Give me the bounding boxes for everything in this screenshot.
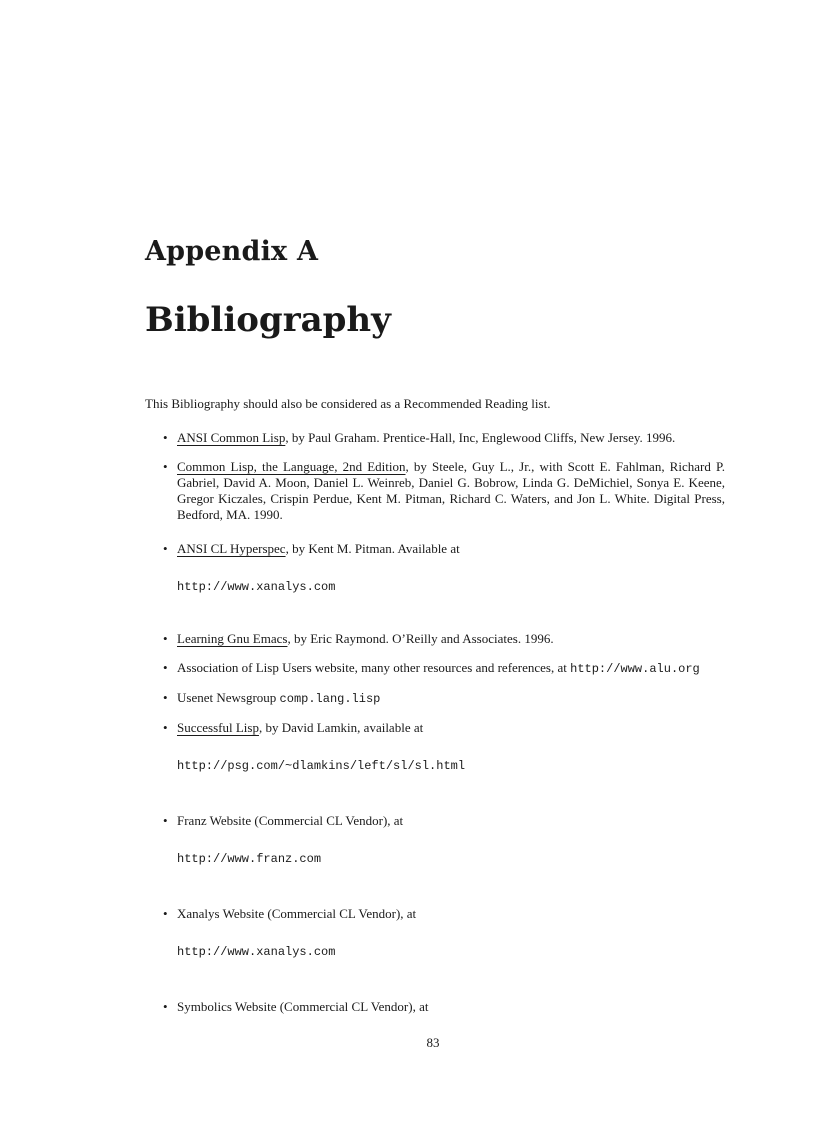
book-title: ANSI CL Hyperspec	[177, 541, 286, 556]
bib-entry	[177, 660, 725, 677]
bib-item-ansi-common-lisp	[145, 430, 725, 446]
newsgroup-name: comp.lang.lisp	[279, 692, 381, 706]
intro-paragraph: This Bibliography should also be considered as a Recommended Reading list.	[145, 396, 551, 411]
bib-entry: Franz Website (Commercial CL Vendor), at	[177, 813, 404, 828]
book-title: ANSI Common Lisp	[177, 430, 286, 445]
bullet-icon: •	[163, 813, 168, 828]
bib-entry: Xanalys Website (Commercial CL Vendor), at	[177, 906, 417, 921]
bullet-icon: •	[163, 690, 168, 705]
bib-details: , by Kent M. Pitman. Available at	[285, 541, 460, 556]
bib-entry: Symbolics Website (Commercial CL Vendor), at	[177, 999, 429, 1014]
url-inline: http://www.alu.org	[570, 662, 700, 676]
bullet-icon: •	[163, 541, 168, 556]
chapter-title: Bibliography	[145, 300, 391, 340]
page-number: 83	[426, 1035, 440, 1050]
bib-item-hyperspec	[145, 541, 725, 595]
bib-item-successful-lisp	[145, 720, 725, 774]
url-block: http://www.xanalys.com	[177, 580, 336, 594]
bullet-icon: •	[163, 720, 168, 735]
bib-details: , by Steele, Guy L., Jr., with Scott E. Fahlman, Richard P. Gabriel, David A. Moon, Daniel L. Weinreb, Daniel G. Bobrow, Linda G. DeMichiel, Sonya E. Keene, Gregor Kiczales, Crispin Perdue, Kent M. Pitman, Richard C. Waters, and Jon L. White. Digital Press, Bedford, MA. 1990.	[177, 459, 725, 522]
book-title: Successful Lisp	[177, 720, 259, 735]
bib-item-franz	[145, 813, 725, 867]
bullet-icon: •	[163, 660, 168, 675]
url-block: http://psg.com/~dlamkins/left/sl/sl.html	[177, 759, 466, 773]
bib-item-symbolics	[145, 999, 725, 1015]
bib-entry	[177, 631, 725, 647]
bib-entry	[177, 459, 725, 523]
bib-entry	[177, 720, 725, 736]
bib-entry	[177, 690, 725, 707]
bib-item-alu	[145, 660, 725, 677]
book-title: Learning Gnu Emacs	[177, 631, 288, 646]
bib-details: , by David Lamkin, available at	[258, 720, 424, 735]
bib-details: , by Eric Raymond. O’Reilly and Associates. 1996.	[287, 631, 554, 646]
chapter-label: Appendix A	[145, 236, 319, 267]
bib-item-xanalys	[145, 906, 725, 960]
bullet-icon: •	[163, 906, 168, 921]
bib-details: Usenet Newsgroup	[177, 690, 280, 705]
bullet-icon: •	[163, 459, 168, 474]
book-title: Common Lisp, the Language, 2nd Edition	[177, 459, 406, 474]
bib-entry	[177, 541, 725, 557]
url-block: http://www.franz.com	[177, 852, 322, 866]
bib-details: Association of Lisp Users website, many other resources and references, at	[177, 660, 571, 675]
bib-item-cltl2	[145, 459, 725, 523]
bib-item-gnu-emacs	[145, 631, 725, 647]
bullet-icon: •	[163, 430, 168, 445]
bullet-icon: •	[163, 999, 168, 1014]
bib-item-usenet	[145, 690, 725, 707]
bullet-icon: •	[163, 631, 168, 646]
bib-entry	[177, 430, 725, 446]
bib-details: , by Paul Graham. Prentice-Hall, Inc, Englewood Cliffs, New Jersey. 1996.	[285, 430, 676, 445]
url-block: http://www.xanalys.com	[177, 945, 336, 959]
